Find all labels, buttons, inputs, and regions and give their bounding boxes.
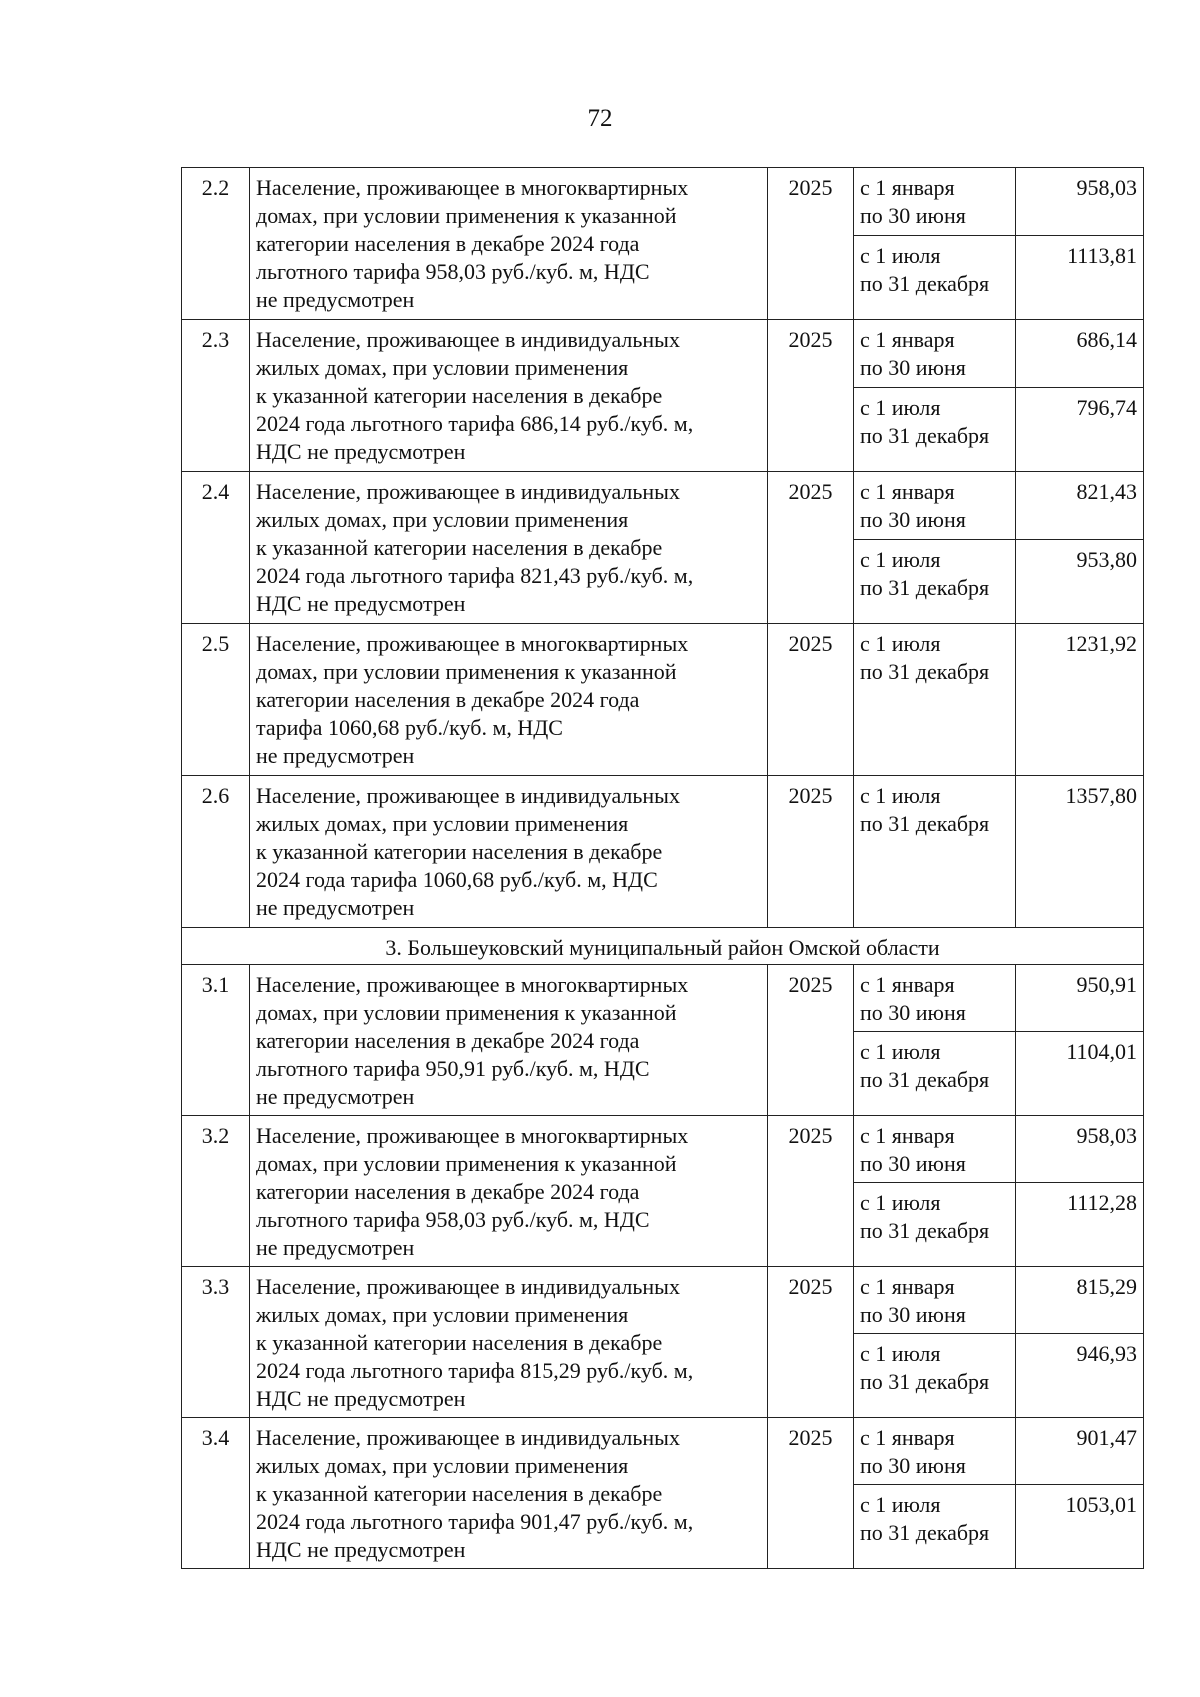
row-description-line: домах, при условии применения к указанной <box>256 1000 677 1025</box>
row-description-line: льготного тарифа 958,03 руб./куб. м, НДС <box>256 1207 650 1232</box>
row-description-line: к указанной категории населения в декабре <box>256 1481 663 1506</box>
period-cell <box>854 236 1016 320</box>
period-cell <box>854 320 1016 388</box>
period-cell <box>854 1334 1016 1418</box>
row-description-line: Население, проживающее в индивидуальных <box>256 1274 680 1299</box>
period-cell-line: по 31 декабря <box>860 423 990 448</box>
row-description <box>250 1418 768 1569</box>
row-number: 3.1 <box>182 965 250 1116</box>
row-description-line: Население, проживающее в многоквартирных <box>256 175 689 200</box>
row-description-line: жилых домах, при условии применения <box>256 1453 629 1478</box>
table-row <box>182 776 1144 928</box>
tariff-value: 821,43 <box>1016 472 1144 540</box>
period-cell-line: по 30 июня <box>860 1302 966 1327</box>
row-description <box>250 472 768 624</box>
period-cell-line: с 1 января <box>860 1425 955 1450</box>
row-description-line: Население, проживающее в индивидуальных <box>256 479 680 504</box>
tariff-value: 901,47 <box>1016 1418 1144 1485</box>
row-description <box>250 1267 768 1418</box>
period-cell-line: по 30 июня <box>860 203 966 228</box>
row-description-line: НДС не предусмотрен <box>256 439 466 464</box>
tariff-value: 1231,92 <box>1016 624 1144 776</box>
row-description-line: жилых домах, при условии применения <box>256 355 629 380</box>
row-description <box>250 776 768 928</box>
row-year: 2025 <box>768 472 854 624</box>
table-row <box>182 472 1144 540</box>
period-cell-line: с 1 января <box>860 175 955 200</box>
period-cell <box>854 388 1016 472</box>
row-year: 2025 <box>768 965 854 1116</box>
row-description-line: льготного тарифа 958,03 руб./куб. м, НДС <box>256 259 650 284</box>
row-description-line: НДС не предусмотрен <box>256 1386 466 1411</box>
row-description-line: к указанной категории населения в декабре <box>256 535 663 560</box>
row-description <box>250 965 768 1116</box>
row-description-line: категории населения в декабре 2024 года <box>256 687 640 712</box>
row-description-line: 2024 года льготного тарифа 901,47 руб./куб. м, <box>256 1509 694 1534</box>
row-description-line: НДС не предусмотрен <box>256 1537 466 1562</box>
row-number: 3.3 <box>182 1267 250 1418</box>
period-cell-line: по 31 декабря <box>860 659 990 684</box>
row-description-line: к указанной категории населения в декабре <box>256 383 663 408</box>
row-description-line: Население, проживающее в индивидуальных <box>256 327 680 352</box>
tariff-value: 950,91 <box>1016 965 1144 1032</box>
row-description-line: домах, при условии применения к указанной <box>256 659 677 684</box>
period-cell-line: с 1 июля <box>860 243 941 268</box>
table-row <box>182 168 1144 236</box>
period-cell-line: по 31 декабря <box>860 811 990 836</box>
tariff-value: 1113,81 <box>1016 236 1144 320</box>
period-cell <box>854 1418 1016 1485</box>
row-year: 2025 <box>768 1267 854 1418</box>
row-description-line: жилых домах, при условии применения <box>256 811 629 836</box>
period-cell-line: по 31 декабря <box>860 1369 990 1394</box>
row-description-line: 2024 года льготного тарифа 821,43 руб./куб. м, <box>256 563 694 588</box>
row-year: 2025 <box>768 624 854 776</box>
period-cell-line: по 30 июня <box>860 1453 966 1478</box>
row-description-line: не предусмотрен <box>256 287 415 312</box>
period-cell <box>854 776 1016 928</box>
row-description-line: жилых домах, при условии применения <box>256 1302 629 1327</box>
table-row <box>182 624 1144 776</box>
period-cell-line: по 30 июня <box>860 507 966 532</box>
tariff-value: 946,93 <box>1016 1334 1144 1418</box>
period-cell <box>854 965 1016 1032</box>
period-cell-line: по 31 декабря <box>860 271 990 296</box>
row-year: 2025 <box>768 1116 854 1267</box>
period-cell-line: с 1 января <box>860 327 955 352</box>
row-year: 2025 <box>768 168 854 320</box>
period-cell <box>854 540 1016 624</box>
row-description-line: Население, проживающее в многоквартирных <box>256 1123 689 1148</box>
period-cell-line: по 31 декабря <box>860 1067 990 1092</box>
period-cell-line: с 1 июля <box>860 1492 941 1517</box>
tariff-value: 686,14 <box>1016 320 1144 388</box>
tariff-table <box>181 167 1144 1569</box>
tariff-value: 958,03 <box>1016 1116 1144 1183</box>
row-description-line: не предусмотрен <box>256 1235 415 1260</box>
period-cell <box>854 1485 1016 1569</box>
period-cell-line: с 1 января <box>860 479 955 504</box>
row-description-line: Население, проживающее в индивидуальных <box>256 783 680 808</box>
section-header-row <box>182 928 1144 965</box>
row-number: 2.6 <box>182 776 250 928</box>
row-description-line: Население, проживающее в многоквартирных <box>256 972 689 997</box>
row-description-line: Население, проживающее в многоквартирных <box>256 631 689 656</box>
row-description-line: домах, при условии применения к указанной <box>256 203 677 228</box>
period-cell-line: с 1 января <box>860 972 955 997</box>
row-description-line: категории населения в декабре 2024 года <box>256 1028 640 1053</box>
tariff-value: 1104,01 <box>1016 1032 1144 1116</box>
row-year: 2025 <box>768 320 854 472</box>
row-description-line: 2024 года льготного тарифа 686,14 руб./куб. м, <box>256 411 694 436</box>
tariff-value: 953,80 <box>1016 540 1144 624</box>
row-year: 2025 <box>768 776 854 928</box>
row-number: 2.5 <box>182 624 250 776</box>
row-description-line: категории населения в декабре 2024 года <box>256 1179 640 1204</box>
row-description <box>250 624 768 776</box>
row-description <box>250 1116 768 1267</box>
row-description-line: Население, проживающее в индивидуальных <box>256 1425 680 1450</box>
row-description-line: к указанной категории населения в декабре <box>256 839 663 864</box>
row-number: 2.3 <box>182 320 250 472</box>
row-description-line: не предусмотрен <box>256 743 415 768</box>
row-description-line: категории населения в декабре 2024 года <box>256 231 640 256</box>
section-title: 3. Большеуковский муниципальный район Омской области <box>182 928 1144 965</box>
row-description-line: льготного тарифа 950,91 руб./куб. м, НДС <box>256 1056 650 1081</box>
tariff-value: 796,74 <box>1016 388 1144 472</box>
period-cell-line: с 1 июля <box>860 1190 941 1215</box>
row-description-line: 2024 года тарифа 1060,68 руб./куб. м, НДС <box>256 867 658 892</box>
period-cell-line: с 1 июля <box>860 631 941 656</box>
period-cell-line: с 1 июля <box>860 783 941 808</box>
table-row <box>182 320 1144 388</box>
row-description-line: домах, при условии применения к указанной <box>256 1151 677 1176</box>
period-cell <box>854 1267 1016 1334</box>
period-cell-line: по 31 декабря <box>860 575 990 600</box>
period-cell-line: с 1 июля <box>860 1341 941 1366</box>
period-cell <box>854 472 1016 540</box>
row-year: 2025 <box>768 1418 854 1569</box>
row-number: 3.2 <box>182 1116 250 1267</box>
row-number: 2.2 <box>182 168 250 320</box>
row-number: 3.4 <box>182 1418 250 1569</box>
period-cell <box>854 1032 1016 1116</box>
tariff-value: 958,03 <box>1016 168 1144 236</box>
period-cell-line: с 1 июля <box>860 1039 941 1064</box>
period-cell-line: по 30 июня <box>860 1000 966 1025</box>
row-description-line: НДС не предусмотрен <box>256 591 466 616</box>
table-row <box>182 1418 1144 1485</box>
tariff-value: 1357,80 <box>1016 776 1144 928</box>
row-description-line: к указанной категории населения в декабре <box>256 1330 663 1355</box>
row-description-line: тарифа 1060,68 руб./куб. м, НДС <box>256 715 563 740</box>
period-cell-line: с 1 июля <box>860 395 941 420</box>
row-number: 2.4 <box>182 472 250 624</box>
period-cell-line: по 30 июня <box>860 355 966 380</box>
page-number: 72 <box>587 105 613 132</box>
row-description-line: не предусмотрен <box>256 1084 415 1109</box>
period-cell-line: с 1 января <box>860 1123 955 1148</box>
table-row <box>182 1116 1144 1183</box>
row-description-line: не предусмотрен <box>256 895 415 920</box>
tariff-value: 1112,28 <box>1016 1183 1144 1267</box>
tariff-value: 815,29 <box>1016 1267 1144 1334</box>
period-cell <box>854 624 1016 776</box>
tariff-value: 1053,01 <box>1016 1485 1144 1569</box>
row-description-line: жилых домах, при условии применения <box>256 507 629 532</box>
period-cell <box>854 1183 1016 1267</box>
table-row <box>182 965 1144 1032</box>
row-description <box>250 168 768 320</box>
table-row <box>182 1267 1144 1334</box>
period-cell-line: с 1 июля <box>860 547 941 572</box>
row-description-line: 2024 года льготного тарифа 815,29 руб./куб. м, <box>256 1358 694 1383</box>
period-cell-line: с 1 января <box>860 1274 955 1299</box>
period-cell <box>854 168 1016 236</box>
row-description <box>250 320 768 472</box>
period-cell-line: по 30 июня <box>860 1151 966 1176</box>
period-cell <box>854 1116 1016 1183</box>
period-cell-line: по 31 декабря <box>860 1520 990 1545</box>
period-cell-line: по 31 декабря <box>860 1218 990 1243</box>
